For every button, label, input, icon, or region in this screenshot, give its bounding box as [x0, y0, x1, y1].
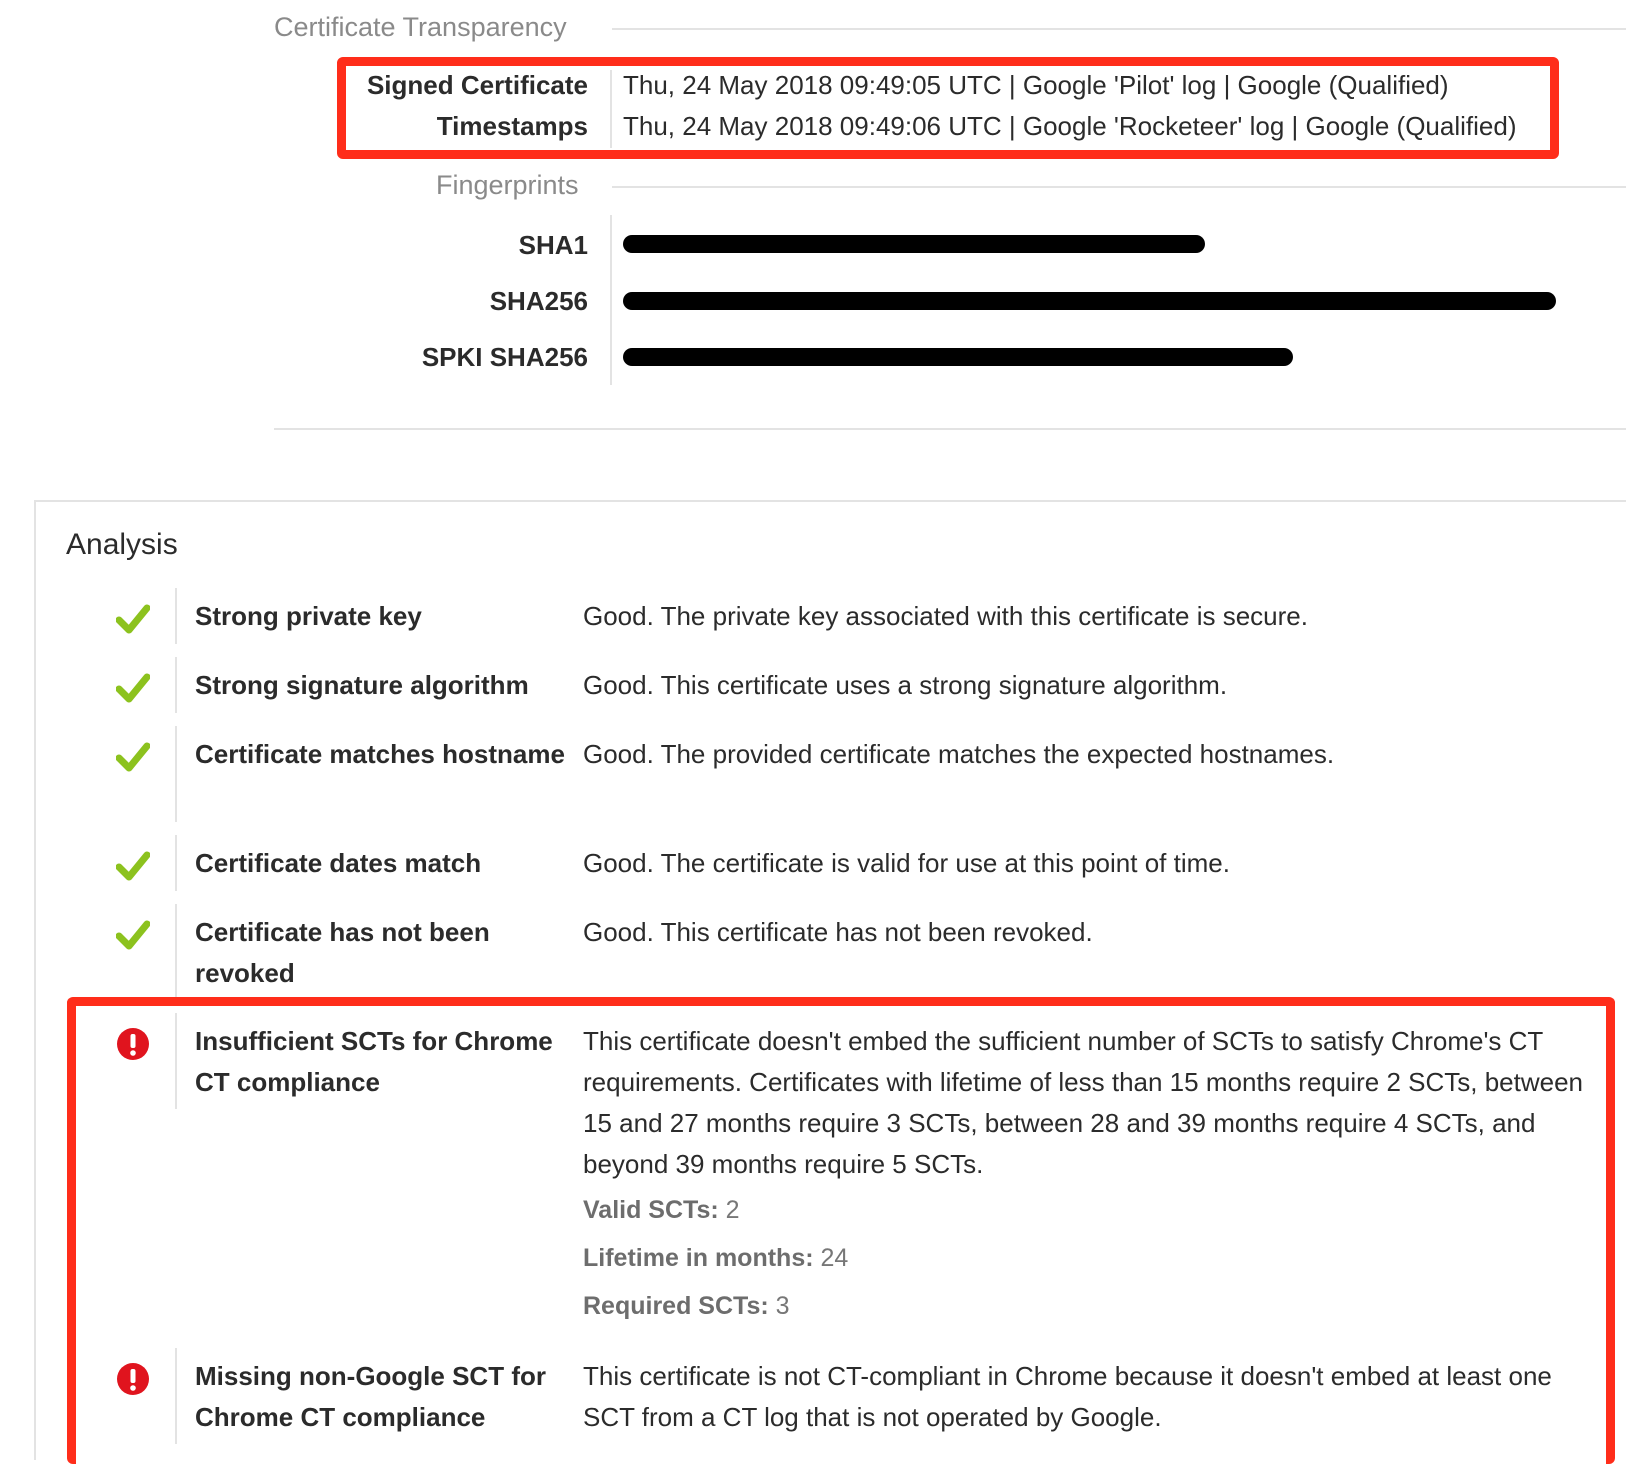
detail-key: Required SCTs:: [583, 1292, 769, 1320]
section-divider: [612, 28, 1626, 30]
analysis-item-desc: This certificate is not CT-compliant in Chrome because it doesn't embed at least one SCT from a CT log that is not operated by Google.: [583, 1361, 1552, 1432]
section-title-fingerprints: Fingerprints: [436, 170, 579, 200]
row-divider: [175, 904, 177, 1000]
check-icon: [116, 918, 150, 952]
analysis-item-desc: Good. The provided certificate matches the expected hostnames.: [583, 739, 1335, 769]
analysis-item-desc: This certificate doesn't embed the sufficient number of SCTs to satisfy Chrome's CT requirements. Certificates with lifetime of less than 15 months require 2 SCTs, between 15 and 27 months require 3 SCTs, between 28 and 39 months require 4 SCTs, and beyond 39 months require 5 SCTs.: [583, 1026, 1584, 1179]
detail-key: Lifetime in months:: [583, 1244, 814, 1272]
analysis-item-name: Certificate has not been revoked: [195, 917, 490, 988]
check-icon: [116, 849, 150, 883]
analysis-item-name: Certificate matches hostname: [195, 739, 565, 769]
detail-value: 2: [725, 1196, 740, 1224]
sct-entry-rocketeer: Thu, 24 May 2018 09:49:06 UTC | Google 'Rocketeer' log | Google (Qualified): [623, 111, 1517, 141]
check-icon: [116, 740, 150, 774]
detail-value: 24: [820, 1244, 849, 1272]
check-icon: [116, 671, 150, 705]
analysis-item-name: Strong signature algorithm: [195, 670, 529, 700]
detail-value: 3: [775, 1292, 790, 1320]
detail-key: Valid SCTs:: [583, 1196, 719, 1224]
analysis-title: Analysis: [66, 528, 178, 561]
analysis-item-name: Certificate dates match: [195, 848, 482, 878]
analysis-item-desc: Good. This certificate uses a strong signature algorithm.: [583, 670, 1228, 700]
highlight-box-errors: [67, 997, 1615, 1464]
section-title-certificate-transparency: Certificate Transparency: [274, 12, 567, 42]
row-divider: [175, 726, 177, 822]
redacted-spki-sha256-value: [623, 348, 1293, 366]
analysis-item-name: Missing non-Google SCT for Chrome CT compliance: [195, 1361, 546, 1432]
analysis-item-name: Insufficient SCTs for Chrome CT compliance: [195, 1026, 553, 1097]
row-divider: [175, 835, 177, 891]
bottom-divider: [274, 428, 1626, 430]
fingerprint-label-sha256: SHA256: [489, 286, 588, 316]
analysis-item-desc: Good. The certificate is valid for use at this point of time.: [583, 848, 1230, 878]
analysis-item-desc: Good. The private key associated with this certificate is secure.: [583, 601, 1308, 631]
fingerprint-label-spki-sha256: SPKI SHA256: [421, 342, 588, 372]
redacted-sha1-value: [623, 235, 1205, 253]
highlight-box-scts: [337, 57, 1559, 159]
fingerprint-label-sha1: SHA1: [518, 230, 588, 260]
sct-entry-pilot: Thu, 24 May 2018 09:49:05 UTC | Google 'Pilot' log | Google (Qualified): [623, 70, 1449, 100]
analysis-item-name: Strong private key: [195, 601, 422, 631]
sct-label-line2: Timestamps: [436, 111, 588, 141]
row-divider: [175, 588, 177, 644]
check-icon: [116, 602, 150, 636]
redacted-sha256-value: [623, 292, 1556, 310]
sct-label-line1: Signed Certificate: [366, 70, 588, 100]
analysis-item-desc: Good. This certificate has not been revoked.: [583, 917, 1093, 947]
column-divider: [610, 215, 612, 385]
row-divider: [175, 657, 177, 713]
section-divider: [612, 186, 1626, 188]
